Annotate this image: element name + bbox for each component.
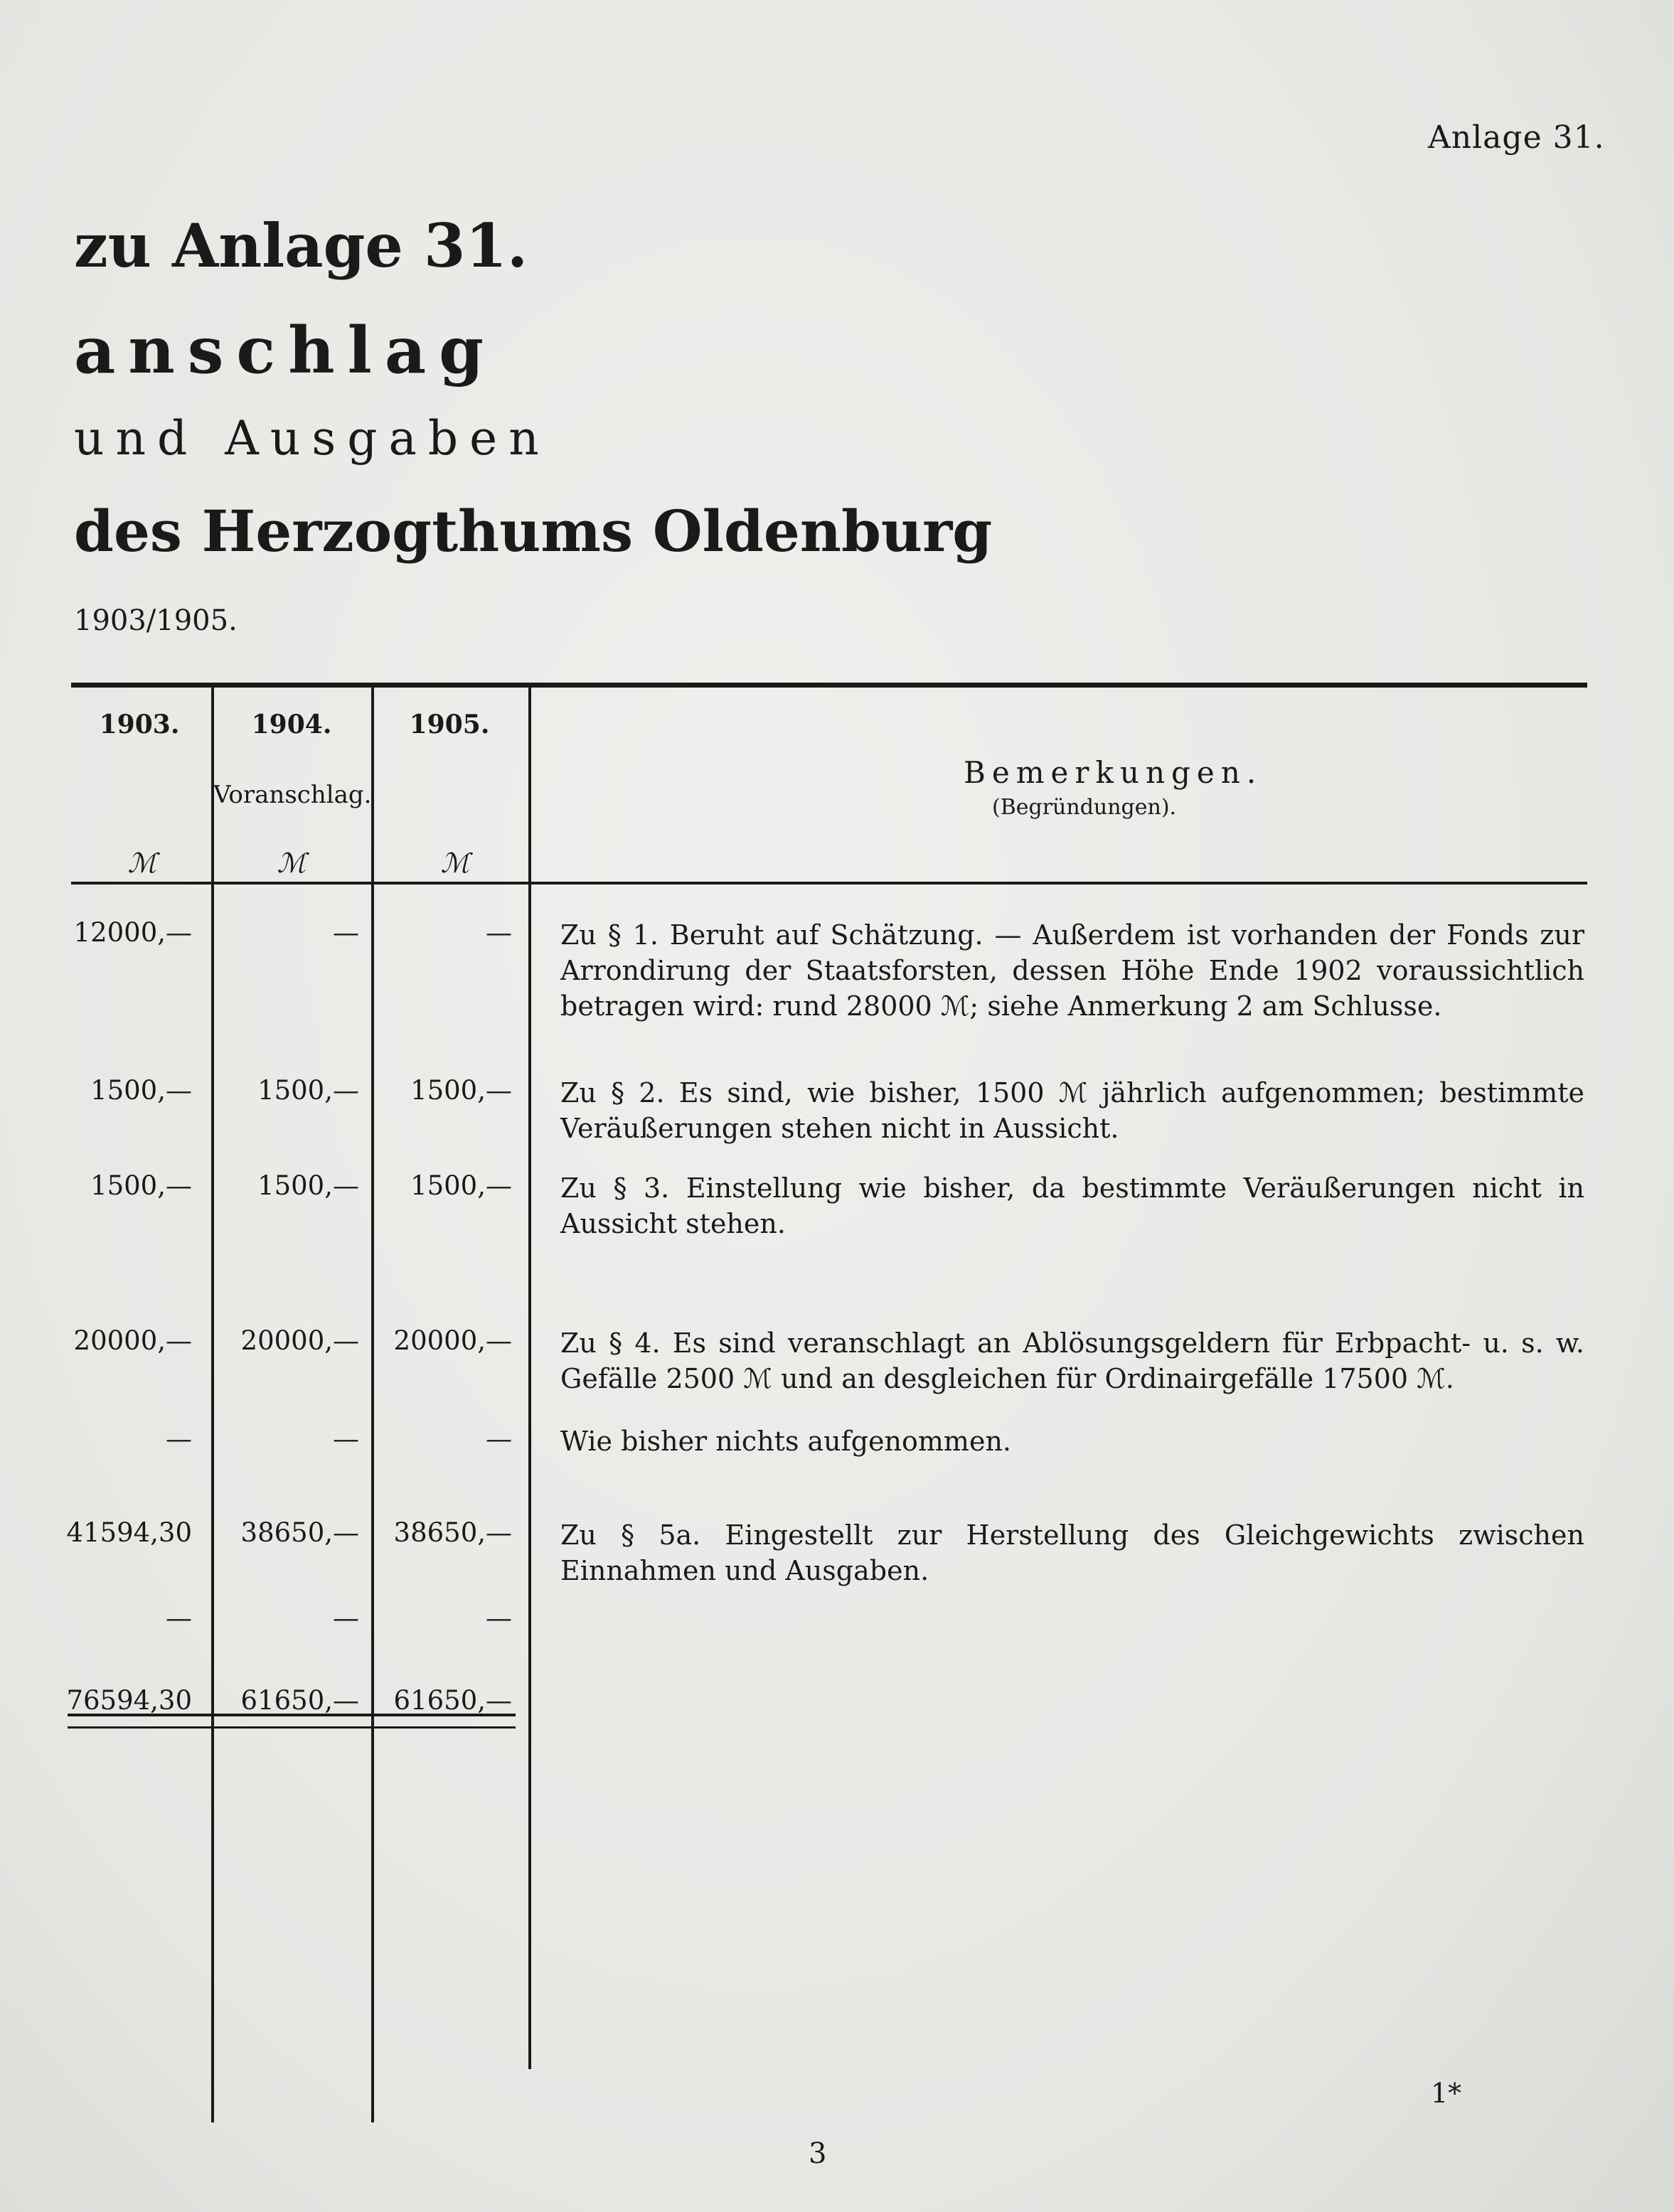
total-1905: 61650,— [393, 1685, 512, 1716]
title-line-3: und Ausgaben [74, 411, 550, 466]
title-line-1: zu Anlage 31. [74, 210, 528, 281]
column-line-2 [371, 683, 374, 2122]
row-3-remark: Zu § 3. Einstellung wie bisher, da bestimmte Veräußerungen nicht in Aussicht stehen. [560, 1172, 1584, 1239]
title-line-2: anschlag [74, 313, 497, 388]
period: 1903/1905. [74, 604, 238, 637]
row-2-1905: 1500,— [410, 1075, 512, 1106]
row-1-1903: 12000,— [73, 917, 192, 948]
row-6-1903: 41594,30 [66, 1517, 192, 1548]
mark-symbol-1903: ℳ [127, 848, 157, 879]
sum-rule-bottom [68, 1726, 516, 1729]
row-4-1904: 20000,— [240, 1325, 359, 1356]
title-line-4: des Herzogthums Oldenburg [74, 498, 993, 565]
row-5-1905: — [486, 1423, 512, 1454]
row-1-remark: Zu § 1. Beruht auf Schätzung. — Außerdem ist vorhanden der Fonds zur Arrondirung der Staatsforsten, dessen Höhe Ende 1902 voraussichtlich betragen wird: rund 28000 ℳ; siehe Anmerkung 2 am Schlusse. [560, 919, 1584, 1022]
row-7-1904: — [333, 1603, 359, 1633]
column-line-1 [211, 683, 214, 2122]
row-6-1904: 38650,— [240, 1517, 359, 1548]
row-4-remark: Zu § 4. Es sind veranschlagt an Ablösungsgeldern für Erbpacht- u. s. w. Gefälle 2500 ℳ und an desgleichen für Ordinairgefälle 17500 ℳ. [560, 1327, 1584, 1394]
anlage-label: Anlage 31. [1428, 119, 1605, 156]
row-5-1904: — [333, 1423, 359, 1454]
row-5-1903: — [166, 1423, 192, 1454]
row-2-1903: 1500,— [90, 1075, 192, 1106]
row-5-remark: Wie bisher nichts aufgenommen. [560, 1426, 1011, 1457]
begruendungen-header: (Begründungen). [992, 795, 1177, 820]
table-top-rule [71, 683, 1587, 688]
page-number: 3 [809, 2137, 827, 2170]
row-3-1903: 1500,— [90, 1170, 192, 1201]
row-3-1905: 1500,— [410, 1170, 512, 1201]
mark-symbol-1904: ℳ [277, 848, 306, 879]
table-header-rule [71, 882, 1587, 885]
total-1903: 76594,30 [66, 1685, 192, 1716]
row-4-1903: 20000,— [73, 1325, 192, 1356]
row-4-1905: 20000,— [393, 1325, 512, 1356]
signature-mark: 1* [1431, 2078, 1462, 2109]
row-2-1904: 1500,— [257, 1075, 359, 1106]
mark-symbol-1905: ℳ [440, 848, 470, 879]
bemerkungen-header: Bemerkungen. [964, 755, 1263, 790]
row-2-remark: Zu § 2. Es sind, wie bisher, 1500 ℳ jährlich aufgenommen; bestimmte Veräußerungen stehen nicht in Aussicht. [560, 1077, 1584, 1144]
row-1-1904: — [333, 917, 359, 948]
row-7-1903: — [166, 1603, 192, 1633]
voranschlag-label: Voranschlag. [213, 781, 372, 809]
row-1-1905: — [486, 917, 512, 948]
row-7-1905: — [486, 1603, 512, 1633]
row-3-1904: 1500,— [257, 1170, 359, 1201]
row-6-1905: 38650,— [393, 1517, 512, 1548]
year-1905-header: 1905. [409, 710, 490, 739]
total-1904: 61650,— [240, 1685, 359, 1716]
column-line-3 [528, 683, 531, 2069]
row-6-remark: Zu § 5a. Eingestellt zur Herstellung des Gleichgewichts zwischen Einnahmen und Ausgaben. [560, 1519, 1584, 1586]
year-1904-header: 1904. [251, 710, 332, 739]
year-1903-header: 1903. [99, 710, 180, 739]
